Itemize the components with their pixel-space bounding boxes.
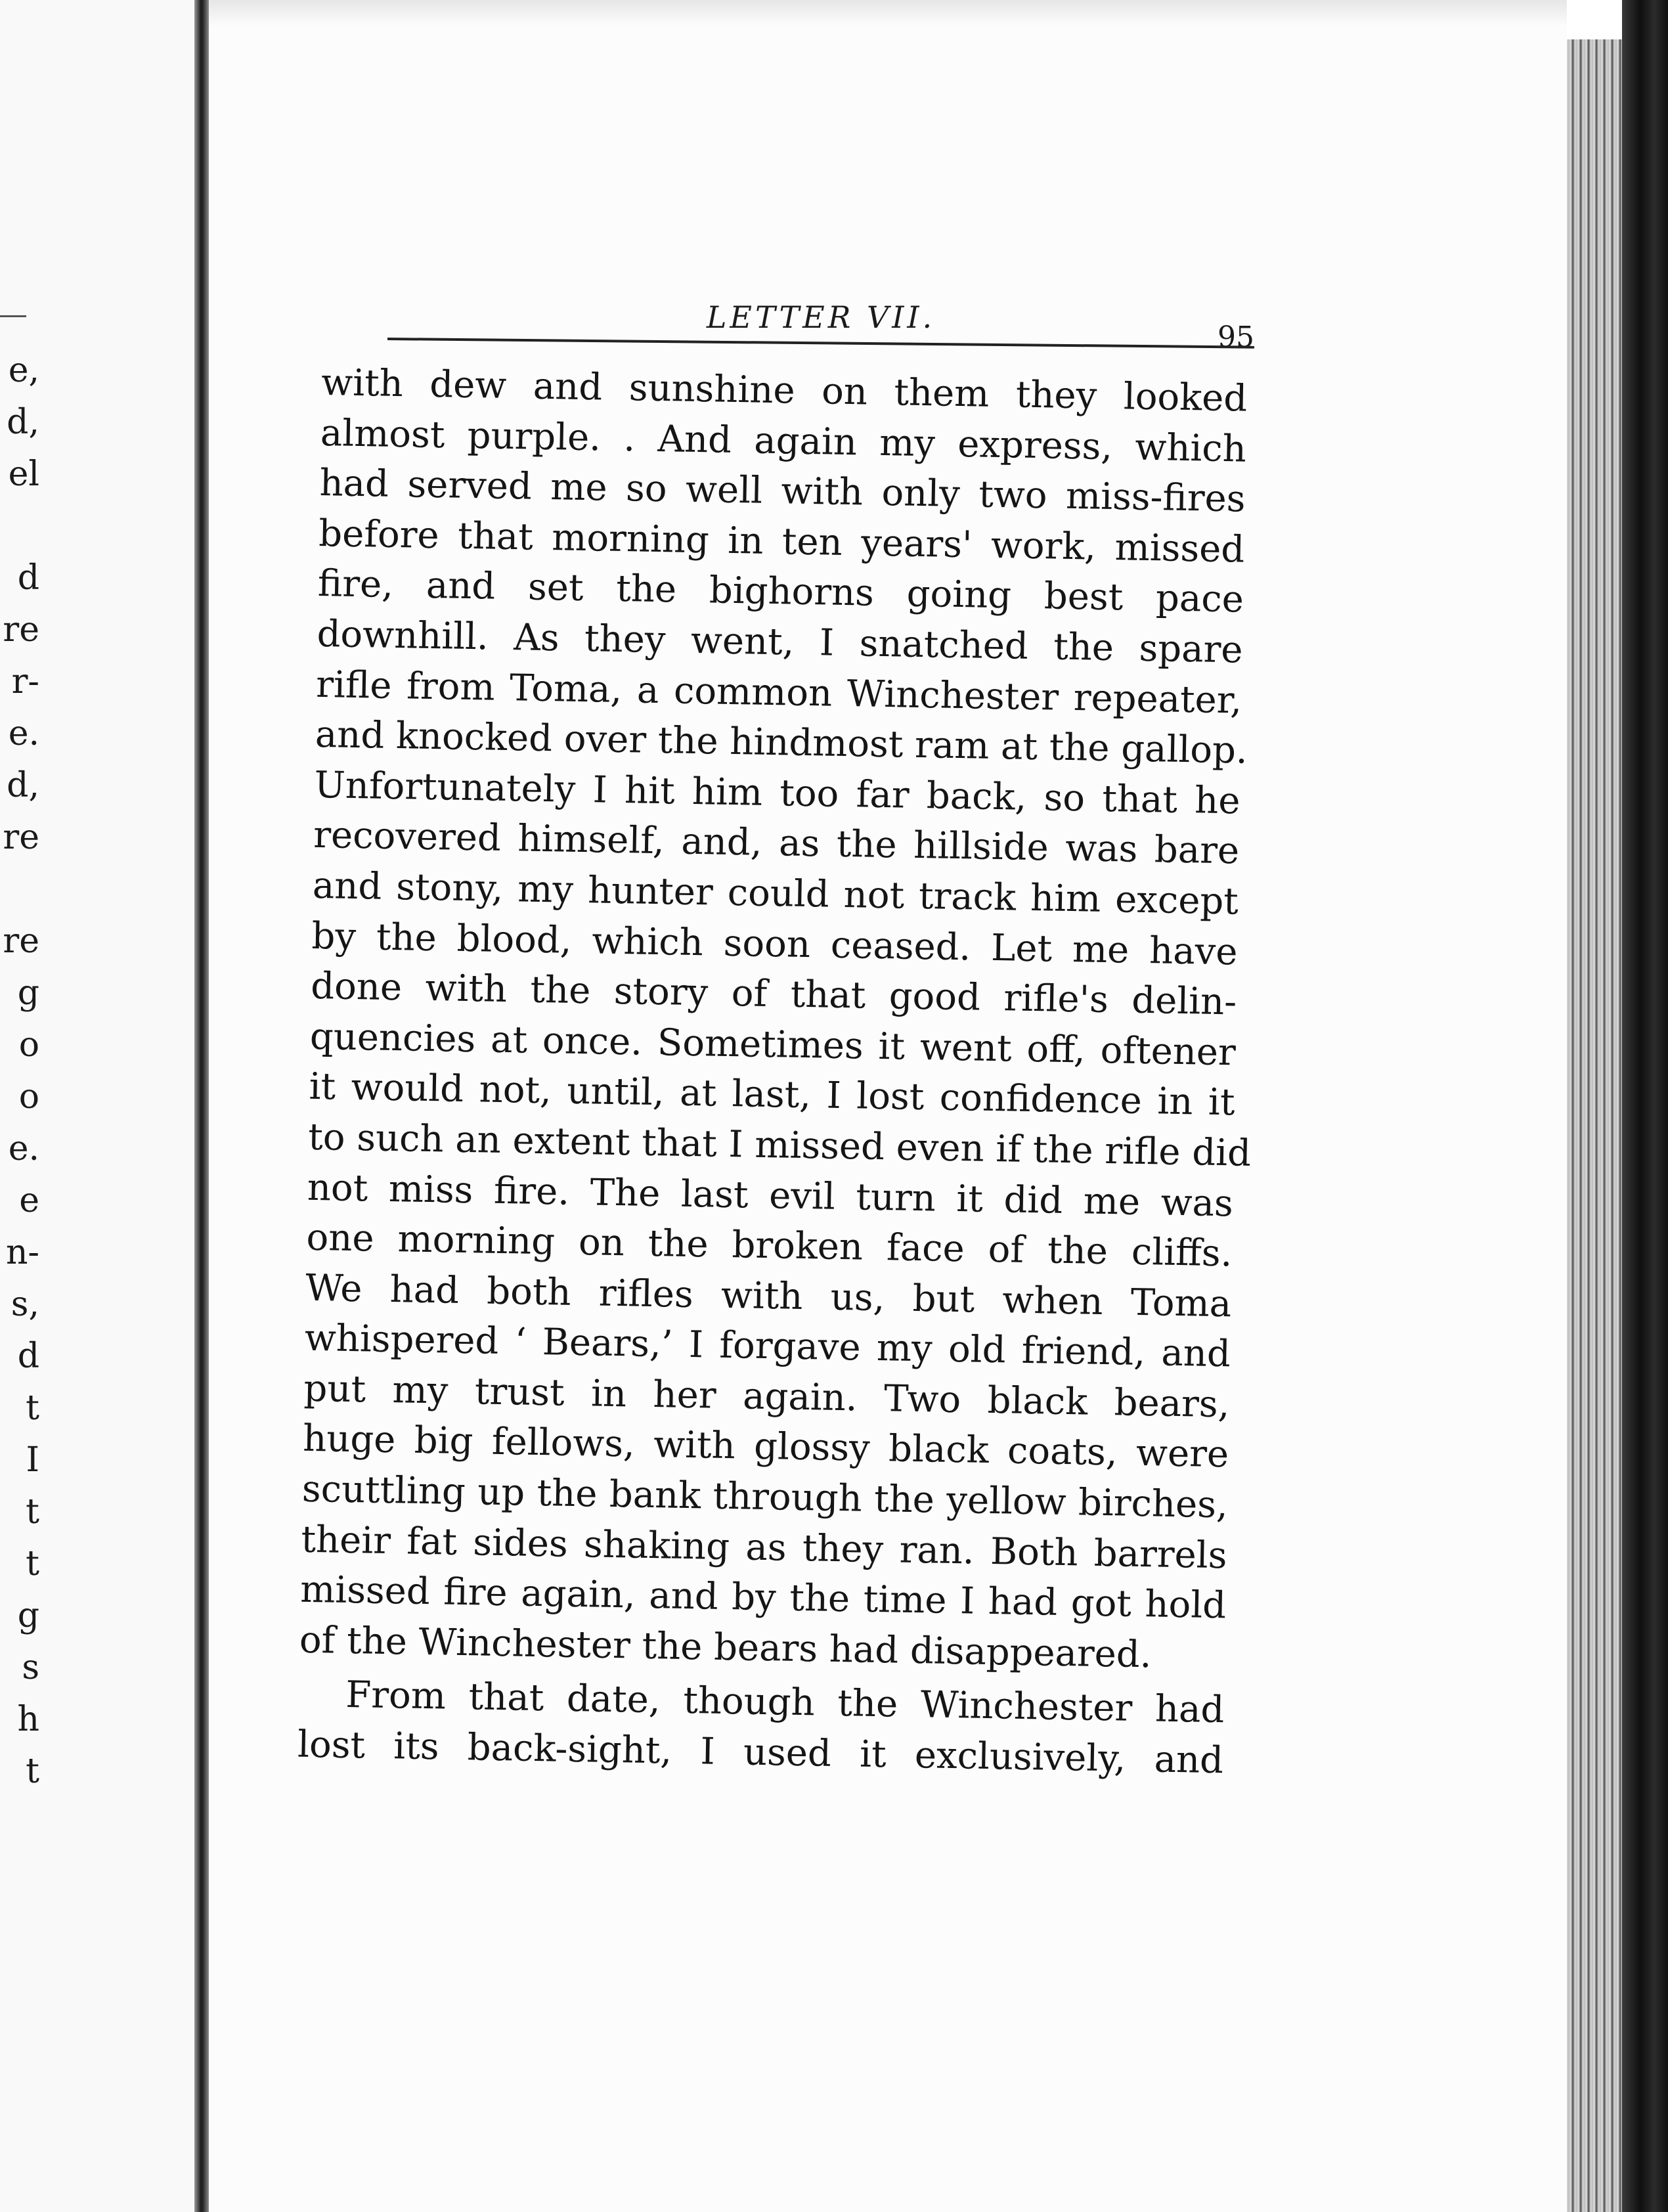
left-page-fragment: n- xyxy=(5,1233,39,1272)
text-line: rifle from Toma, a common Winchester repeater, xyxy=(315,663,1242,722)
text-line: before that morning in ten years' work, missed xyxy=(318,512,1245,571)
left-page-fragment: e. xyxy=(8,714,39,753)
text-line: lost its back-sight, I used it exclusively, and xyxy=(297,1723,1224,1782)
left-page-fragment: d xyxy=(17,1337,39,1376)
header-rule xyxy=(387,338,1254,349)
left-page-fragment: e xyxy=(19,1181,39,1220)
text-line: not miss fire. The last evil turn it did me was xyxy=(307,1166,1234,1225)
text-line: put my trust in her again. Two black bears, xyxy=(303,1367,1230,1427)
text-line: one morning on the broken face of the cliffs. xyxy=(306,1216,1233,1275)
paragraph xyxy=(299,358,1252,1682)
text-line: From that date, though the Winchester had xyxy=(345,1673,1225,1732)
left-page-fragment: d, xyxy=(7,766,39,805)
left-page-fragment: re xyxy=(3,921,39,961)
left-page-fragment: s, xyxy=(11,1285,39,1324)
left-page-fragment: t xyxy=(26,1492,39,1532)
text-line: it would not, until, at last, I lost confidence in it xyxy=(309,1065,1235,1124)
text-line: done with the story of that good rifle's delin- xyxy=(310,964,1237,1024)
left-page-fragment: e. xyxy=(8,1129,39,1168)
paragraph xyxy=(297,1670,1224,1786)
left-page-rule xyxy=(0,315,26,317)
page-top-shadow xyxy=(209,0,1567,26)
left-page-fragment: r- xyxy=(11,662,39,701)
text-line: huge big fellows, with glossy black coats, were xyxy=(302,1417,1229,1476)
text-line: We had both rifles with us, but when Toma xyxy=(305,1266,1232,1326)
text-line: by the blood, which soon ceased. Let me have xyxy=(311,914,1238,974)
left-page-fragment: re xyxy=(3,610,39,650)
text-line: to such an extent that I missed even if the rifle did xyxy=(307,1115,1252,1175)
left-page-fragment: g xyxy=(17,1596,39,1635)
left-page-fragment: I xyxy=(26,1440,39,1480)
left-page-fragment: re xyxy=(3,818,39,857)
text-line: Unfortunately I hit him too far back, so that he xyxy=(314,763,1241,823)
page-number: 95 xyxy=(1218,321,1254,354)
text-line: downhill. As they went, I snatched the spare xyxy=(317,612,1244,672)
left-page-fragment: s xyxy=(22,1648,39,1687)
text-line: of the Winchester the bears had disappeared. xyxy=(299,1618,1152,1677)
left-facing-page xyxy=(0,0,194,2212)
text-line: missed fire again, and by the time I had got hold xyxy=(299,1568,1227,1627)
text-line: with dew and sunshine on them they looked xyxy=(320,361,1248,420)
body-text xyxy=(297,358,1252,1786)
text-line: their fat sides shaking as they ran. Both barrels xyxy=(301,1518,1227,1577)
left-page-fragment: t xyxy=(26,1544,39,1583)
text-line: scuttling up the bank through the yellow birches, xyxy=(301,1467,1229,1527)
left-page-fragment: t xyxy=(26,1388,39,1428)
left-page-fragment xyxy=(0,500,39,552)
left-page-fragment xyxy=(0,864,39,916)
left-page-fragment: el xyxy=(8,454,39,494)
left-page-text-fragments xyxy=(0,345,39,1798)
running-title: LETTER VII. xyxy=(706,299,936,335)
text-line: had served me so well with only two miss-fires xyxy=(319,462,1246,521)
text-line: almost purple. . And again my express, which xyxy=(320,411,1247,471)
left-page-fragment: o xyxy=(18,1077,39,1117)
left-page-fragment: o xyxy=(18,1025,39,1065)
left-page-fragment: t xyxy=(26,1752,39,1791)
text-line: recovered himself, and, as the hillside was bare xyxy=(313,814,1240,873)
left-page-fragment: e, xyxy=(8,351,39,390)
left-page-fragment: d, xyxy=(7,403,39,442)
left-page-fragment: d xyxy=(17,558,39,598)
left-page-fragment: h xyxy=(17,1700,39,1739)
text-line: fire, and set the bighorns going best pace xyxy=(317,562,1244,621)
text-line: and stony, my hunter could not track him except xyxy=(312,864,1239,923)
text-line: and knocked over the hindmost ram at the gallop. xyxy=(315,713,1248,772)
book-gutter xyxy=(194,0,209,2212)
book-cover-edge xyxy=(1622,0,1668,2212)
text-line: whispered ‘ Bears,’ I forgave my old friend, and xyxy=(304,1317,1231,1376)
text-line: quencies at once. Sometimes it went off, oftener xyxy=(309,1015,1237,1074)
left-page-fragment: g xyxy=(17,973,39,1013)
